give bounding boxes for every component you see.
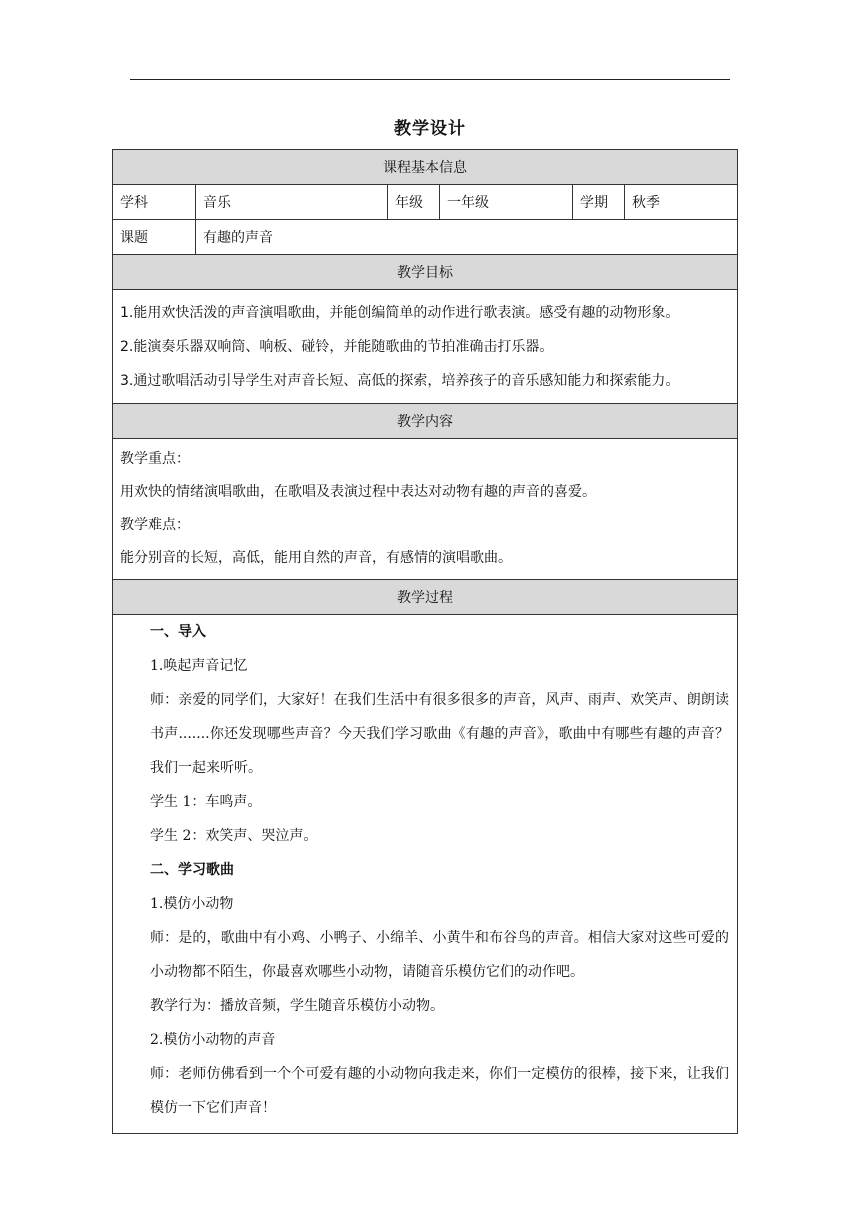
process-row [113,615,738,1134]
goals-cell [113,290,738,404]
header-rule [130,79,730,80]
key-point-label: 教学重点： [120,451,190,467]
process-header-row [113,580,738,615]
info-row-subject [113,185,738,220]
process-cell [113,615,738,1134]
document-title: 教学设计 [394,119,466,139]
teacher-speech: 师：老师仿佛看到一个个可爱有趣的小动物向我走来，你们一定模仿的很棒，接下来，让我们模仿一下它们声音！ [150,1066,729,1116]
basic-info-header-row [113,150,738,185]
goals-header-row [113,255,738,290]
student-answer: 学生 1：车鸣声。 [150,794,262,810]
subject-label: 学科 [113,185,196,220]
topic-label: 课题 [113,220,196,255]
lesson-plan-table [112,149,738,1134]
term-label: 学期 [573,185,625,220]
content-header-row [113,404,738,439]
grade-value: 一年级 [440,185,573,220]
goal-item: 3.通过歌唱活动引导学生对声音长短、高低的探索，培养孩子的音乐感知能力和探索能力。 [120,373,680,389]
step-title: 2.模仿小动物的声音 [150,1032,276,1048]
section-heading-intro: 一、导入 [150,624,206,640]
key-point-text: 用欢快的情绪演唱歌曲，在歌唱及表演过程中表达对动物有趣的声音的喜爱。 [120,484,596,500]
step-title: 1.模仿小动物 [150,896,234,912]
term-value: 秋季 [625,185,738,220]
content-header: 教学内容 [113,404,738,439]
section-heading-learn-song: 二、学习歌曲 [150,862,234,878]
difficulty-text: 能分别音的长短，高低，能用自然的声音，有感情的演唱歌曲。 [120,550,512,566]
teaching-behavior: 教学行为：播放音频，学生随音乐模仿小动物。 [150,998,444,1014]
goals-header: 教学目标 [113,255,738,290]
content-row [113,439,738,580]
teacher-speech: 师：亲爱的同学们，大家好！在我们生活中有很多很多的声音，风声、雨声、欢笑声、朗朗读书声.......你还发现哪些声音？今天我们学习歌曲《有趣的声音》，歌曲中有哪些有趣的声音？我们一起来听听。 [150,692,729,776]
goal-item: 1.能用欢快活泼的声音演唱歌曲，并能创编简单的动作进行歌表演。感受有趣的动物形象。 [120,305,680,321]
goals-row [113,290,738,404]
info-row-topic [113,220,738,255]
teacher-speech: 师：是的，歌曲中有小鸡、小鸭子、小绵羊、小黄牛和布谷鸟的声音。相信大家对这些可爱的小动物都不陌生，你最喜欢哪些小动物，请随音乐模仿它们的动作吧。 [150,930,729,980]
step-title: 1.唤起声音记忆 [150,658,248,674]
content-cell [113,439,738,580]
subject-value: 音乐 [196,185,388,220]
goal-item: 2.能演奏乐器双响筒、响板、碰铃，并能随歌曲的节拍准确击打乐器。 [120,339,554,355]
basic-info-header: 课程基本信息 [113,150,738,185]
process-header: 教学过程 [113,580,738,615]
topic-value: 有趣的声音 [196,220,738,255]
student-answer: 学生 2：欢笑声、哭泣声。 [150,828,318,844]
difficulty-label: 教学难点： [120,517,190,533]
grade-label: 年级 [388,185,440,220]
